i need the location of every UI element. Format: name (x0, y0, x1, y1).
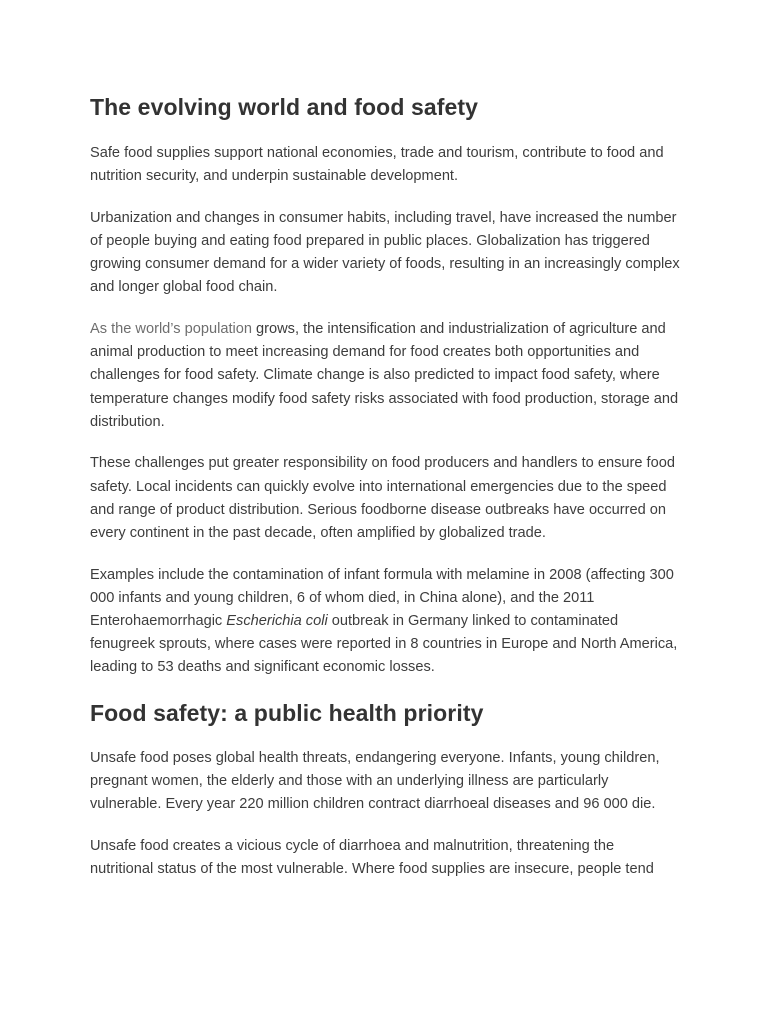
paragraph-examples (90, 564, 680, 680)
section-heading-evolving-world: The evolving world and food safety (90, 94, 479, 120)
paragraph-population (90, 318, 680, 434)
paragraph-safe-food-supplies: Safe food supplies support national economies, trade and tourism, contribute to food and nutrition security, and underpin sustainable development. (90, 145, 664, 185)
paragraph-examples-italic: Escherichia coli (226, 613, 328, 630)
paragraph-urbanization: Urbanization and changes in consumer habits, including travel, have increased the number of people buying and eating food prepared in public places. Globalization has triggered growing consumer demand for a wider variety of foods, resulting in an increasingly complex and longer global food chain. (90, 209, 680, 296)
paragraph-population-rest: grows, the intensification and industrialization of agriculture and animal production to meet increasing demand for food creates both opportunities and challenges for food safety. Climate change is also predicted to impact food safety, where temperature changes modify food safety risks associated with food production, storage and distribution. (90, 321, 679, 430)
paragraph-unsafe-food-threats: Unsafe food poses global health threats, endangering everyone. Infants, young children, pregnant women, the elderly and those with an underlying illness are particularly vulnerable. Every year 220 million children contract diarrhoeal diseases and 96 000 die. (90, 750, 660, 813)
paragraph-challenges: These challenges put greater responsibility on food producers and handlers to ensure food safety. Local incidents can quickly evolve into international emergencies due to the speed and range of product distribution. Serious foodborne disease outbreaks have occurred on every continent in the past decade, often amplified by globalized trade. (90, 455, 675, 542)
paragraph-vicious-cycle: Unsafe food creates a vicious cycle of diarrhoea and malnutrition, threatening the nutritional status of the most vulnerable. Where food supplies are insecure, people tend (90, 838, 654, 878)
paragraph-examples-after: outbreak in Germany linked to contaminated fenugreek sprouts, where cases were reported in 8 countries in Europe and North America, leading to 53 deaths and significant economic losses. (90, 613, 678, 676)
section-heading-public-health: Food safety: a public health priority (90, 700, 484, 727)
paragraph-population-lead: As the world’s population (90, 321, 252, 337)
paragraph-examples-before: Examples include the contamination of infant formula with melamine in 2008 (affecting 300 000 infants and young children, 6 of whom died, in China alone), and the 2011 Enterohaemorrhagic (90, 566, 674, 630)
